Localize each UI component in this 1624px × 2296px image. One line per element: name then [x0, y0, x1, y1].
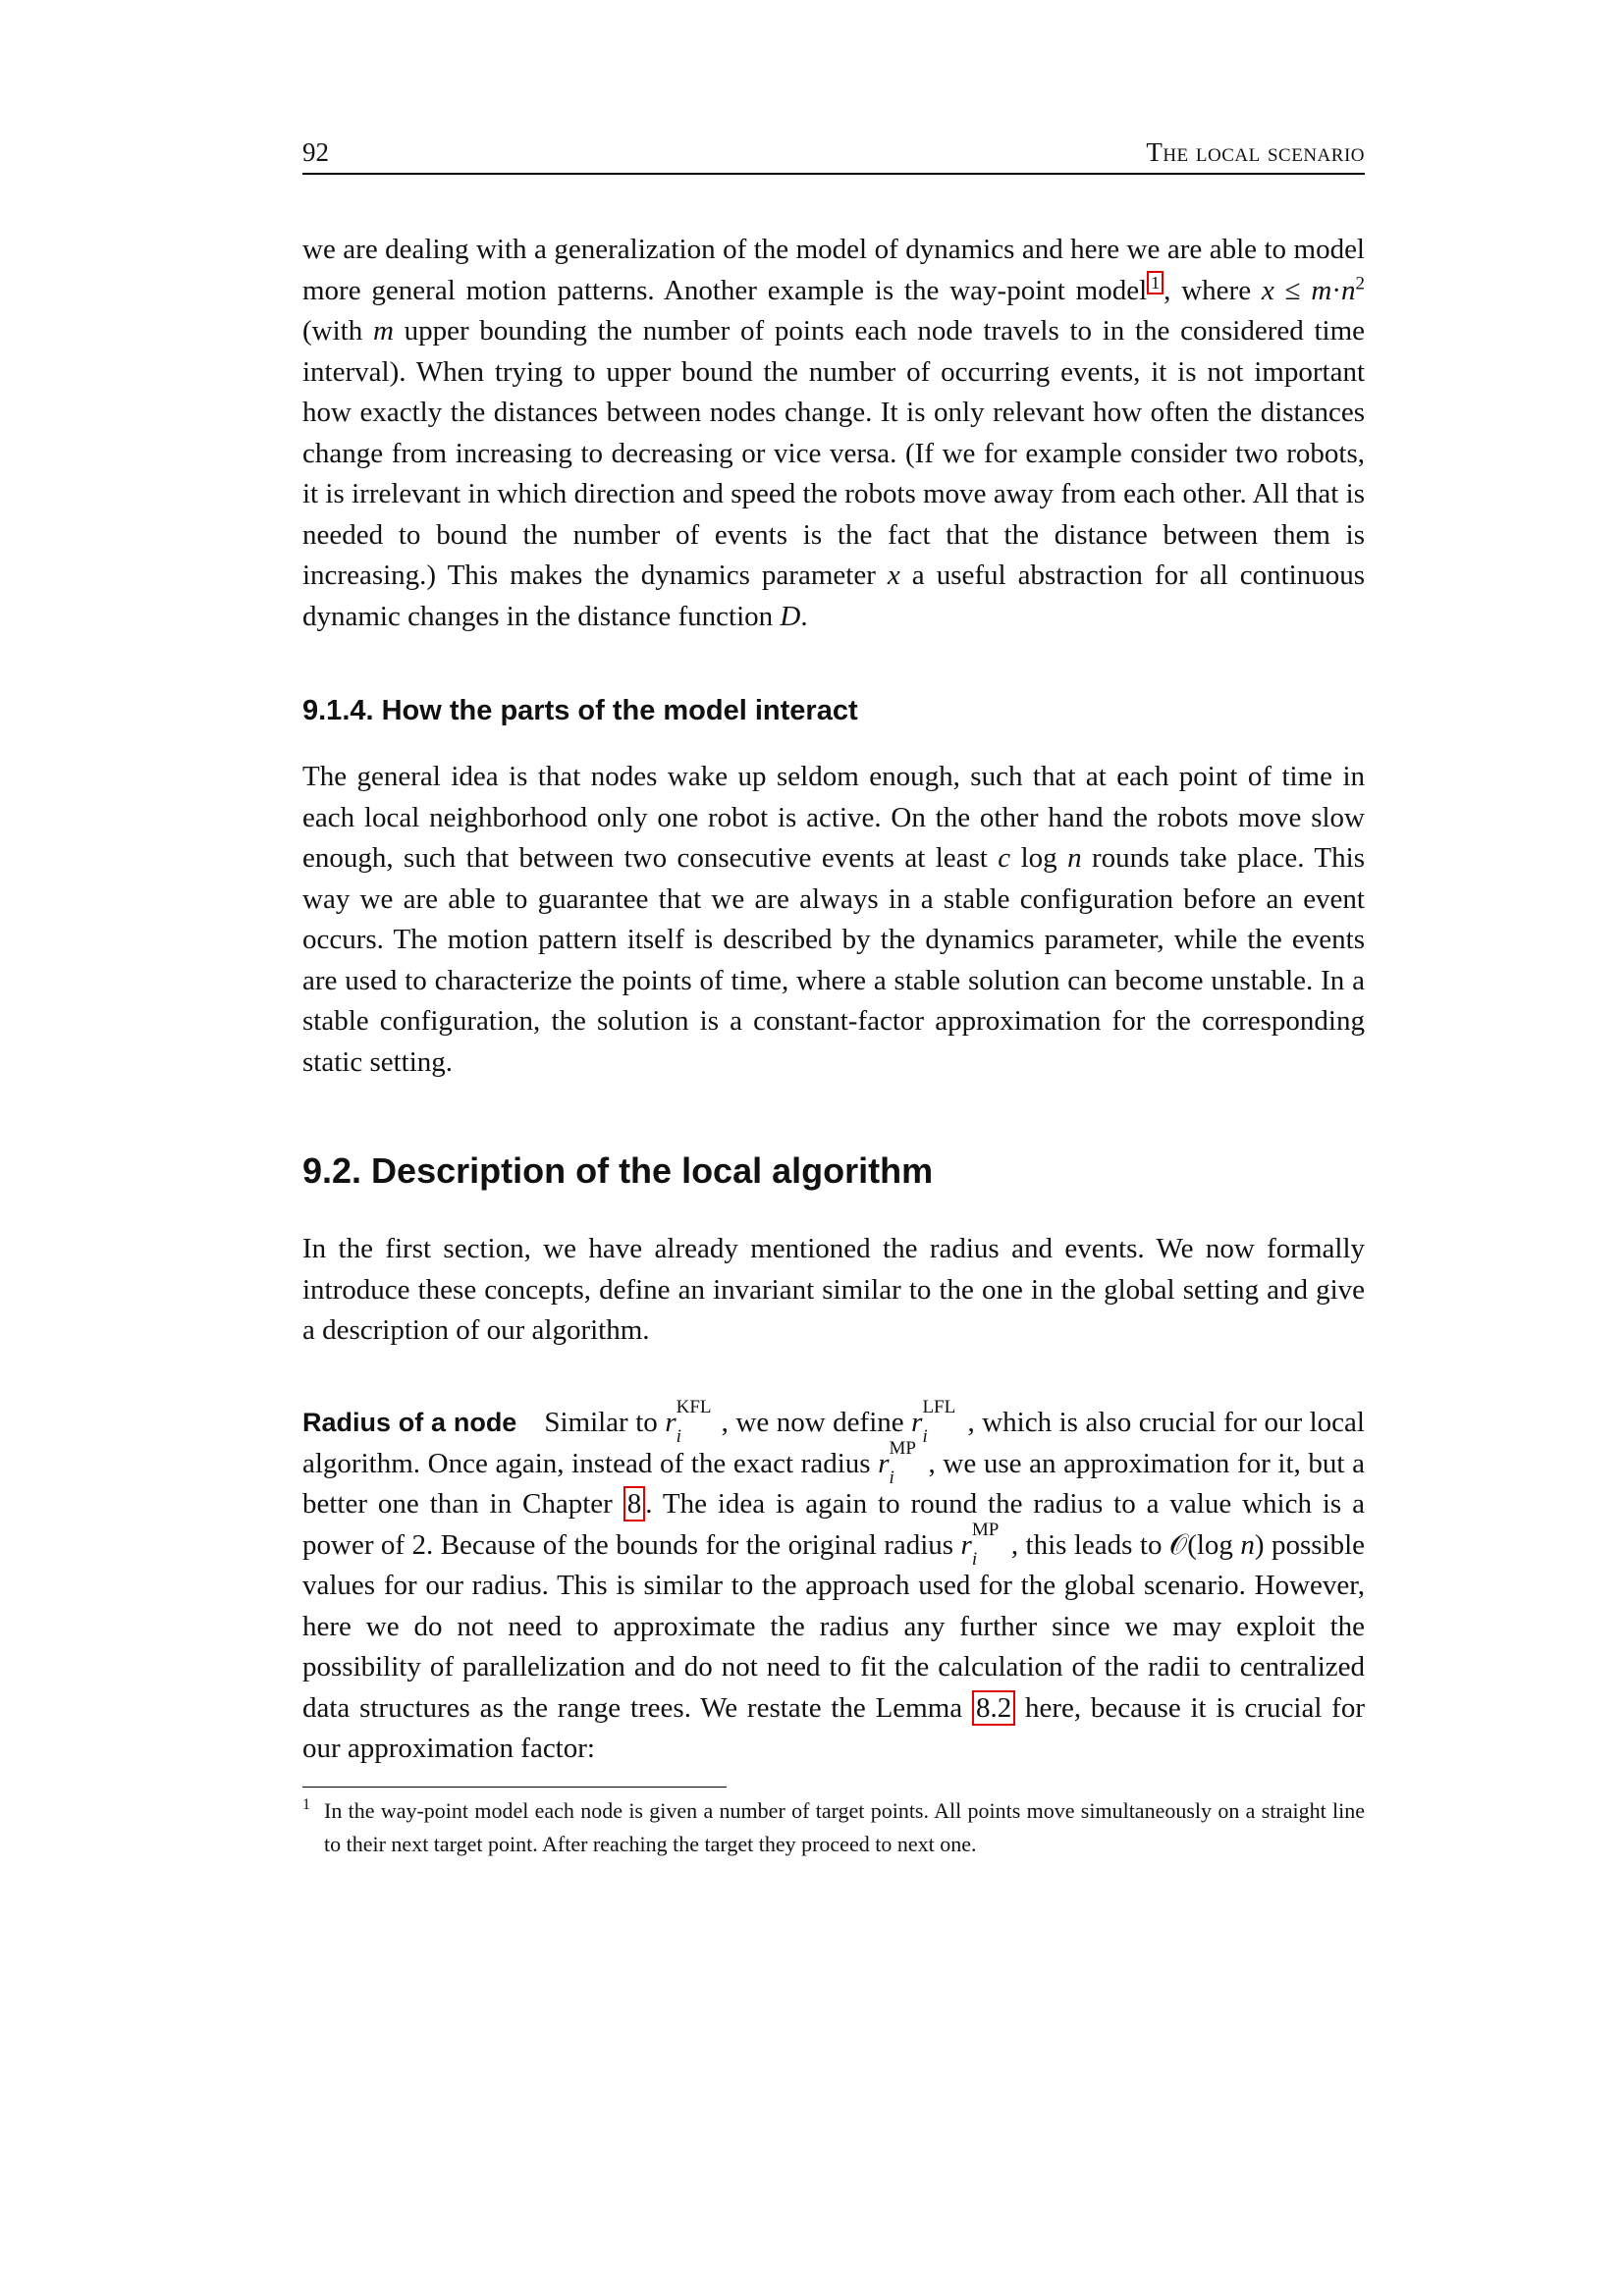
running-title: The local scenario [1146, 137, 1365, 167]
footnote-mark: 1 [302, 1796, 310, 1813]
footnote-text: In the way-point model each node is given a number of target points. All points move simultaneously on a straight line to their next target point. After reaching the target they proceed to next one. [324, 1798, 1365, 1856]
chapter-8-link[interactable]: 8 [623, 1486, 646, 1522]
paragraph-dynamics: we are dealing with a generalization of the model of dynamics and here we are able to model more general motion patterns. Another example is the way-point model $^1$ , where $x \le m\cdot n^2$ (with m upper bounding the number of points each node travels to in the considered time interval). When trying to upper bound the number of occurring events, it is not important how exactly the distances between nodes change. It is only relevant how often the distances change from increasing to decreasing or vice versa. (If we for example consider two robots, it is irrelevant in which direction and speed the robots move away from each other. All that is needed to bound the number of events is the fact that the distance between them is increasing.) This makes the dynamics parameter x a useful abstraction for all continuous dynamic changes in the distance function D. [302, 234, 1366, 632]
section-heading: 9.2. Description of the local algorithm [302, 1150, 934, 1191]
footnote-link-1[interactable]: 1 [1147, 271, 1164, 294]
footnote-rule [302, 1787, 727, 1788]
math-r-mp: r MP i [878, 1437, 916, 1488]
page-number: 92 [302, 137, 329, 167]
math-r-mp-2: r MP i [960, 1519, 1000, 1570]
paragraph-radius: Radius of a node Similar to r KFL i , we now define r LFL i , which is also crucial for our local algorithm. Once again, instead of the exact radius r MP i , we use an approximation for it, but a better one than in Chapter 8 . The idea is again to round the radius to a value which is a power of 2. Because of the bounds for the original radius r MP i , this leads to 𝒪(log n) possible values for our radius. This is similar to the approach used for the global scenario. However, here we do not need to approximate the radius any further since we may exploit the possibility of parallelization and do not need to fit the calculation of the radii to centralized data structures as the range trees. We restate the Lemma 8.2 here, because it is crucial for our approximation factor: [302, 1397, 1365, 1764]
lemma-8-2-link[interactable]: 8.2 [972, 1690, 1015, 1726]
subsection-heading: 9.1.4. How the parts of the model interact [302, 695, 858, 726]
paragraph-interaction: The general idea is that nodes wake up seldom enough, such that at each point of time in each local neighborhood only one robot is active. On the other hand the robots move slow enough, such that between two consecutive events at least c log n rounds take place. This way we are able to guarantee that we are always in a stable configuration before an event occurs. The motion pattern itself is described by the dynamics parameter, while the events are used to characterize the points of time, where a stable solution can become unstable. In a stable configuration, the solution is a constant-factor approximation for the corresponding static setting. [302, 761, 1365, 1078]
math-r-kfl: r KFL i [665, 1397, 712, 1447]
runin-heading: Radius of a node [302, 1408, 517, 1437]
running-header [302, 133, 1365, 175]
footnote [302, 1794, 1365, 1861]
paragraph-intro: In the first section, we have already mentioned the radius and events. We now formally introduce these concepts, define an invariant similar to the one in the global setting and give a description of our algorithm. [302, 1233, 1365, 1346]
math-r-lfl: r LFL i [911, 1397, 956, 1447]
